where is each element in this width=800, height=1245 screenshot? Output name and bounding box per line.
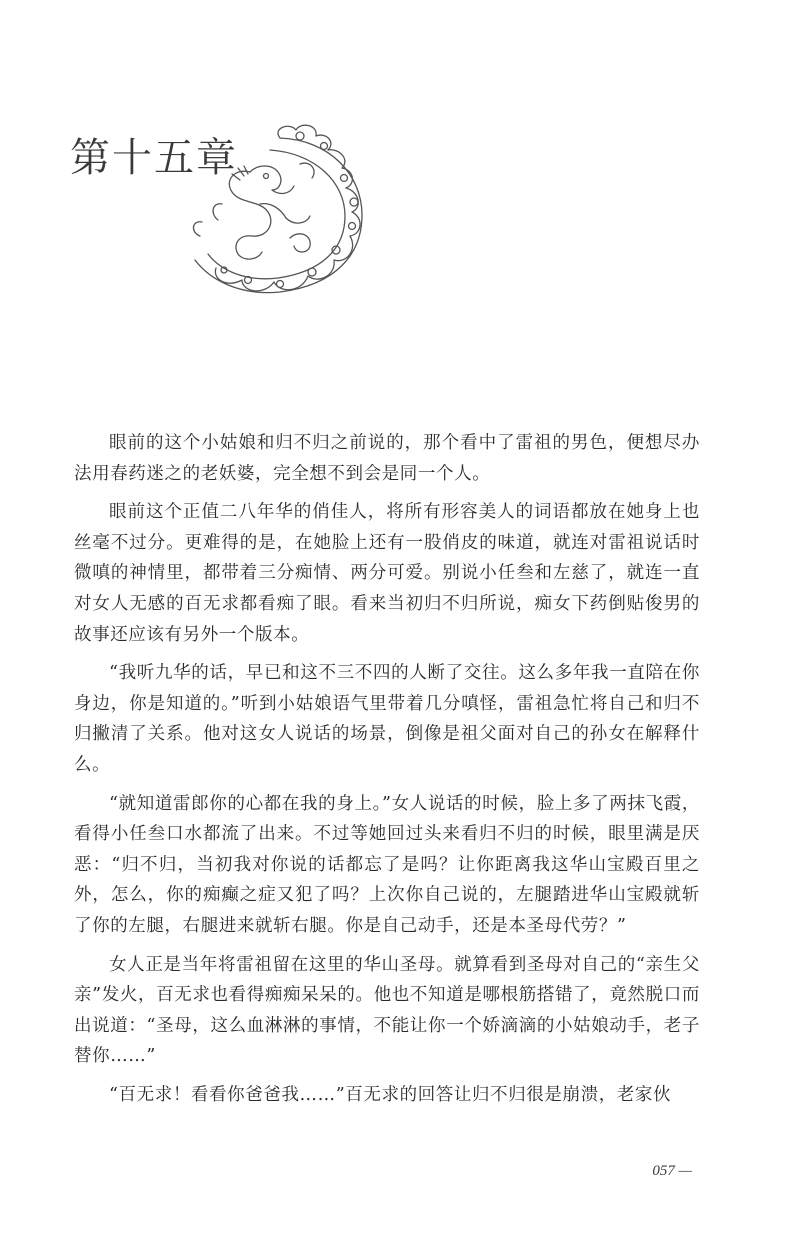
paragraph: 眼前的这个小姑娘和归不归之前说的，那个看中了雷祖的男色，便想尽办法用春药迷之的老妖婆，完全想不到会是同一个人。 bbox=[74, 433, 700, 484]
dragon-cloud-ornament-icon bbox=[140, 120, 370, 300]
paragraph: “就知道雷郎你的心都在我的身上。”女人说话的时候，脸上多了两抹飞霞，看得小任叁口水都流了出来。不过等她回过头来看归不归的时候，眼里满是厌恶：“归不归，当初我对你说的话都忘了是吗？让你距离我这华山宝殿百里之外，怎么，你的痴癫之症又犯了吗？上次你自己说的，左腿踏进华山宝殿就斩了你的左腿，右腿进来就斩右腿。你是自己动手，还是本圣母代劳？” bbox=[74, 793, 700, 936]
paragraph: 眼前这个正值二八年华的俏佳人，将所有形容美人的词语都放在她身上也丝毫不过分。更难得的是，在她脸上还有一股俏皮的味道，就连对雷祖说话时微嗔的神情里，都带着三分痴情、两分可爱。别说小任叁和左慈了，就连一直对女人无感的百无求都看痴了眼。看来当初归不归所说，痴女下药倒贴俊男的故事还应该有另外一个版本。 bbox=[74, 502, 700, 645]
page-number: 057 — bbox=[652, 1163, 692, 1179]
paragraph: “百无求！看看你爸爸我……”百无求的回答让归不归很是崩溃，老家伙 bbox=[109, 1084, 672, 1105]
paragraph: 女人正是当年将雷祖留在这里的华山圣母。就算看到圣母对自己的“亲生父亲”发火，百无求也看得痴痴呆呆的。他也不知道是哪根筋搭错了，竟然脱口而出说道：“圣母，这么血淋淋的事情，不能让你一个娇滴滴的小姑娘动手，老子替你……” bbox=[74, 954, 700, 1067]
paragraph: “我听九华的话，早已和这不三不四的人断了交往。这么多年我一直陪在你身边，你是知道的。”听到小姑娘语气里带着几分嗔怪，雷祖急忙将自己和归不归撇清了关系。他对这女人说话的场景，倒像是祖父面对自己的孙女在解释什么。 bbox=[74, 663, 700, 775]
chapter-title: 第十五章 bbox=[70, 135, 238, 181]
chapter-body bbox=[74, 428, 700, 1118]
